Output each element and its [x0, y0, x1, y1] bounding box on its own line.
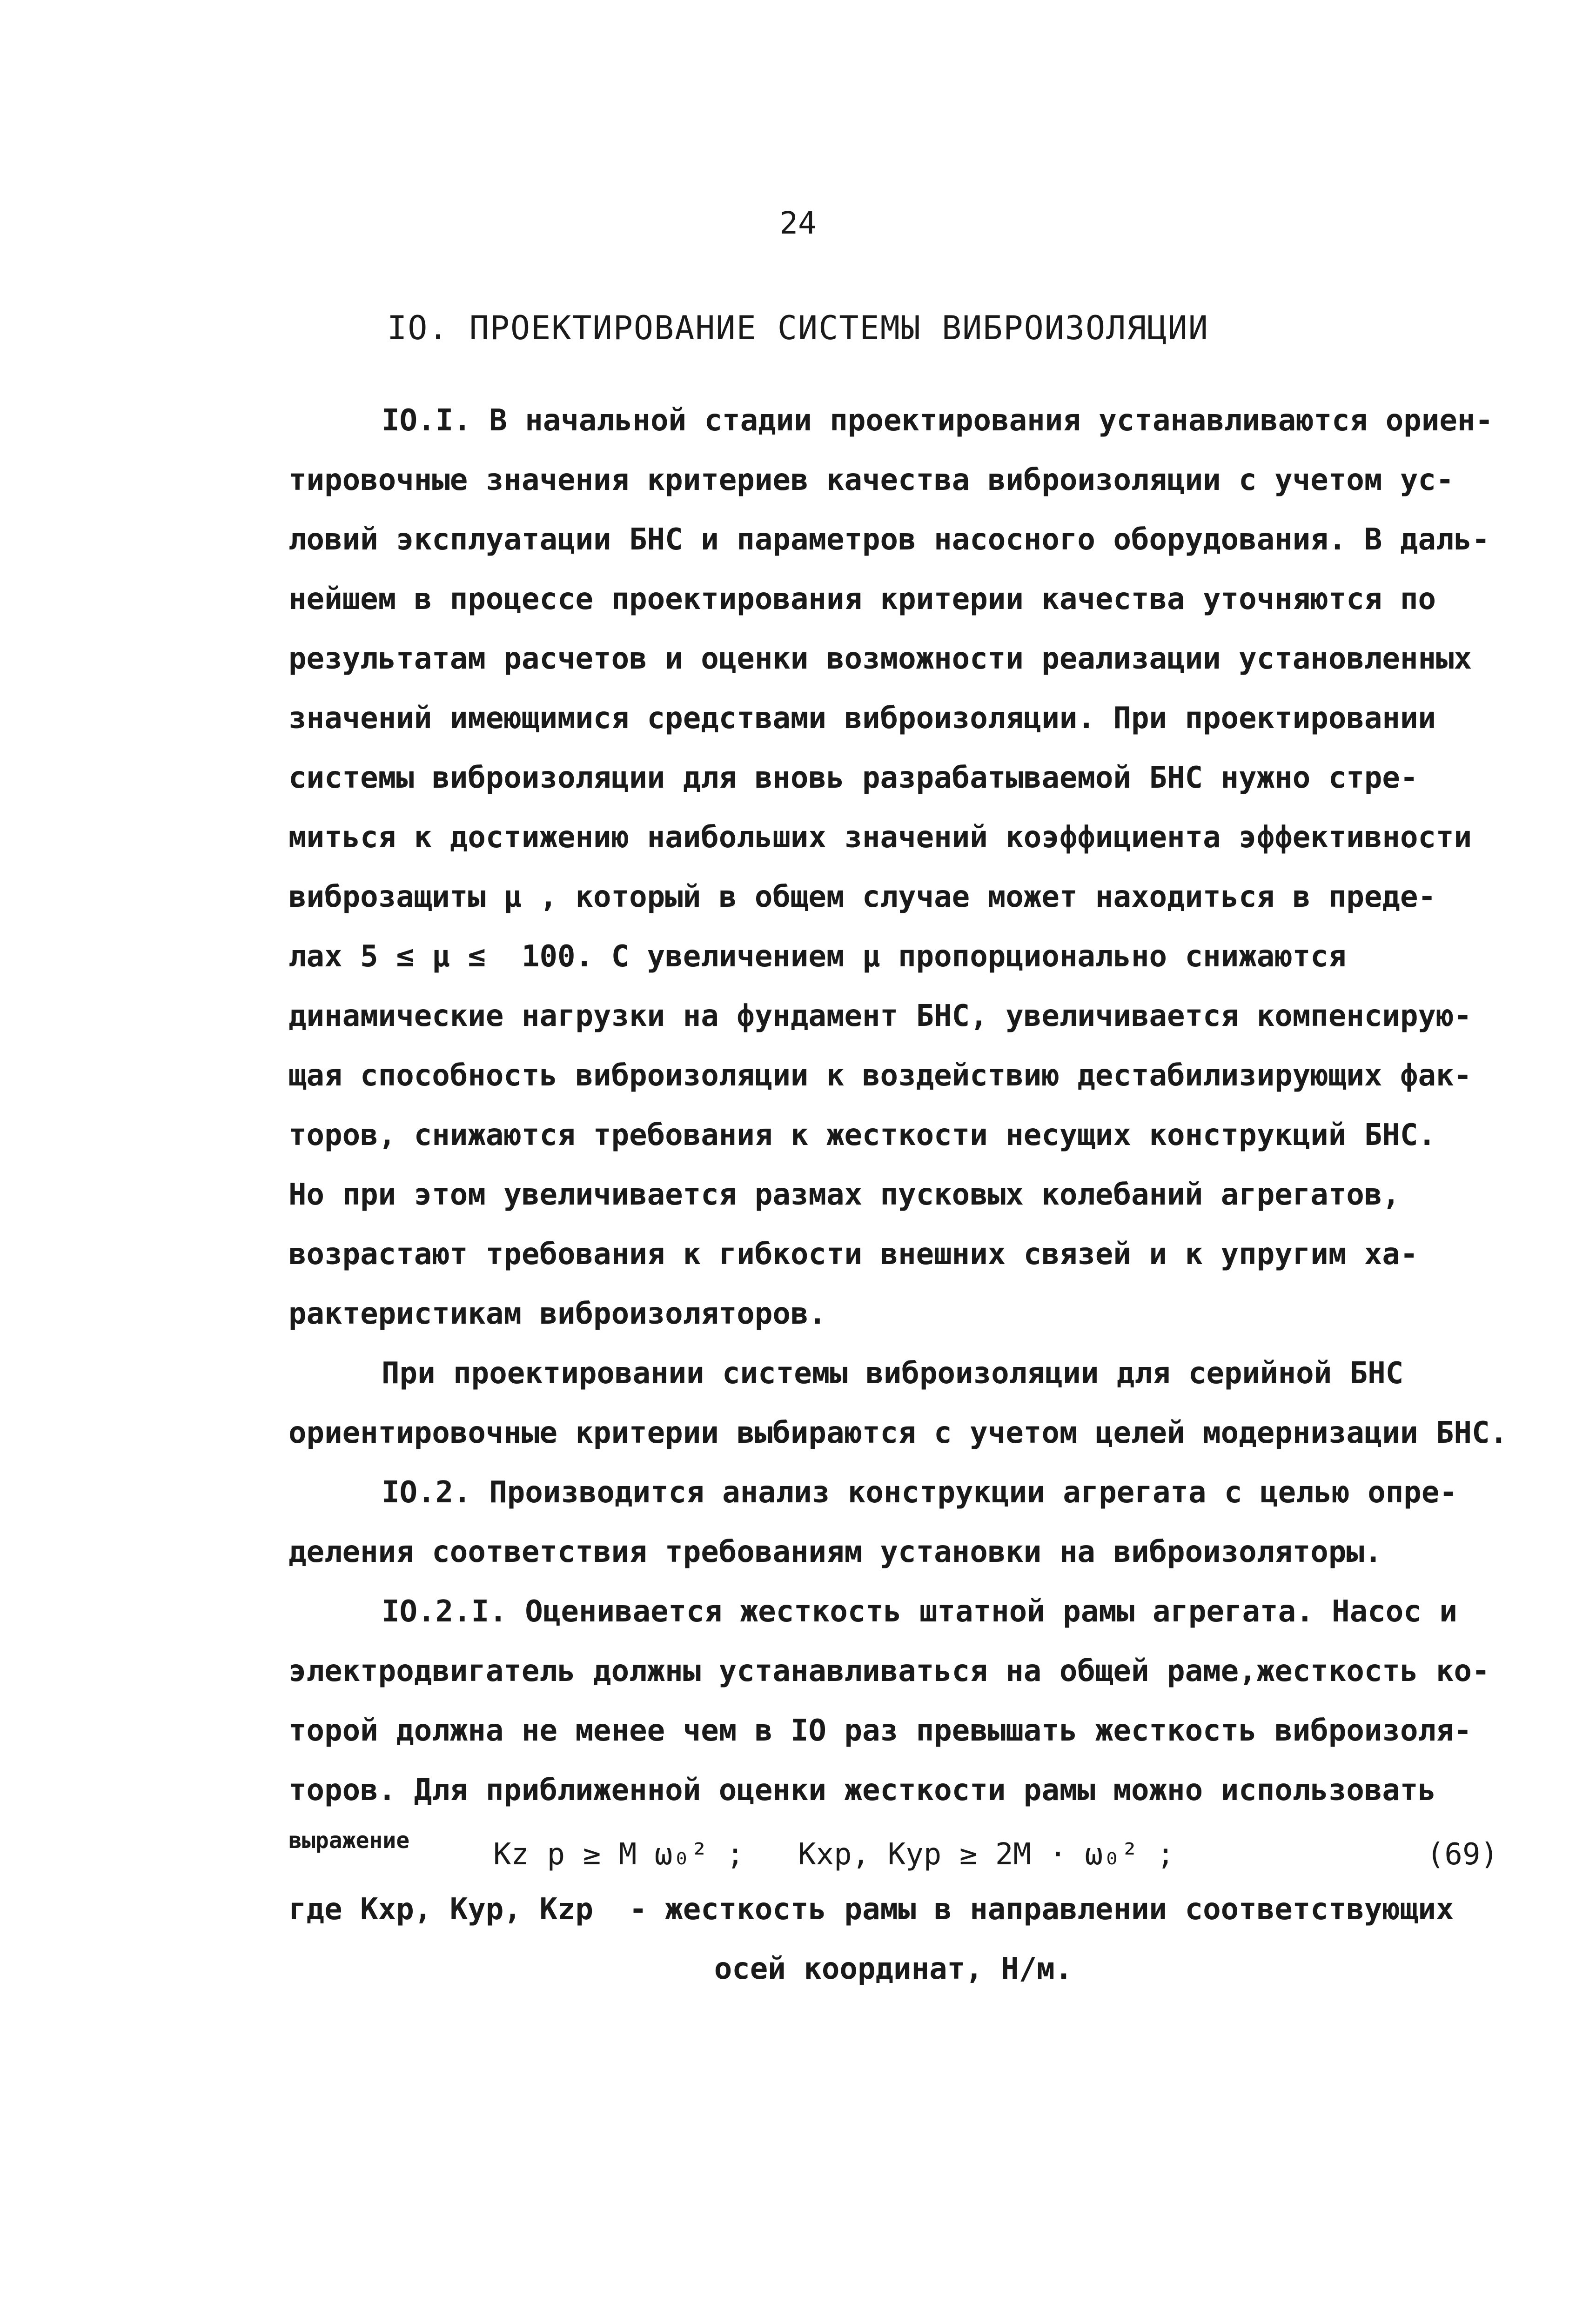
- text-line: значений имеющимися средствами виброизоляции. При проектировании: [288, 701, 1436, 736]
- text-line: электродвигатель должны устанавливаться на общей раме,жесткость ко-: [288, 1654, 1490, 1688]
- formula-label: выражение: [288, 1828, 410, 1854]
- text-line: ориентировочные критерии выбираются с учетом целей модернизации БНС.: [288, 1416, 1508, 1450]
- text-line: результатам расчетов и оценки возможности реализации установленных: [288, 642, 1472, 676]
- text-line: нейшем в процессе проектирования критерии качества уточняются по: [288, 582, 1436, 616]
- text-line: тировочные значения критериев качества виброизоляции с учетом ус-: [288, 463, 1454, 497]
- section-title: IO. ПРОЕКТИРОВАНИЕ СИСТЕМЫ ВИБРОИЗОЛЯЦИИ: [387, 309, 1209, 347]
- text-line: торов. Для приближенной оценки жесткости рамы можно использовать: [288, 1773, 1436, 1808]
- text-line: миться к достижению наибольших значений коэффициента эффективности: [288, 820, 1472, 855]
- text-line: IO.I. В начальной стадии проектирования устанавливаются ориен-: [382, 403, 1493, 438]
- units-line: осей координат, Н/м.: [714, 1952, 1073, 1986]
- text-line: лах 5 ≤ μ ≤ 100. С увеличением μ пропорционально снижаются: [288, 939, 1347, 974]
- text-line: возрастают требования к гибкости внешних связей и к упругим ха-: [288, 1237, 1418, 1272]
- text-line: IO.2. Производится анализ конструкции агрегата с целью опре-: [382, 1475, 1457, 1510]
- text-line: деления соответствия требованиям установки на виброизоляторы.: [288, 1535, 1382, 1569]
- text-line: Но при этом увеличивается размах пусковых колебаний агрегатов,: [288, 1178, 1400, 1212]
- text-line: виброзащиты μ , который в общем случае может находиться в преде-: [288, 880, 1436, 914]
- formula-expression: Kz p ≥ M ω₀² ; Kxp, Kyp ≥ 2M · ω₀² ;: [493, 1837, 1175, 1872]
- text-line: ловий эксплуатации БНС и параметров насосного оборудования. В даль-: [288, 522, 1490, 557]
- page-number: 24: [779, 205, 817, 241]
- text-line: торов, снижаются требования к жесткости несущих конструкций БНС.: [288, 1118, 1436, 1152]
- formula-69: [288, 1820, 1498, 1880]
- formula-number: (69): [1426, 1837, 1498, 1872]
- text-line: IO.2.I. Оценивается жесткость штатной рамы агрегата. Насос и: [382, 1594, 1457, 1629]
- text-line: динамические нагрузки на фундамент БНС, увеличивается компенсирую-: [288, 999, 1472, 1033]
- body-text: [288, 391, 1508, 1999]
- text-line: При проектировании системы виброизоляции для серийной БНС: [382, 1356, 1404, 1391]
- text-line: торой должна не менее чем в IO раз превышать жесткость виброизоля-: [288, 1714, 1472, 1748]
- text-line: щая способность виброизоляции к воздействию дестабилизирующих фак-: [288, 1058, 1472, 1093]
- text-line: рактеристикам виброизоляторов.: [288, 1297, 826, 1331]
- where-line: где Kxp, Kyp, Kzp - жесткость рамы в направлении соответствующих: [288, 1892, 1454, 1927]
- text-line: системы виброизоляции для вновь разрабатываемой БНС нужно стре-: [288, 761, 1418, 795]
